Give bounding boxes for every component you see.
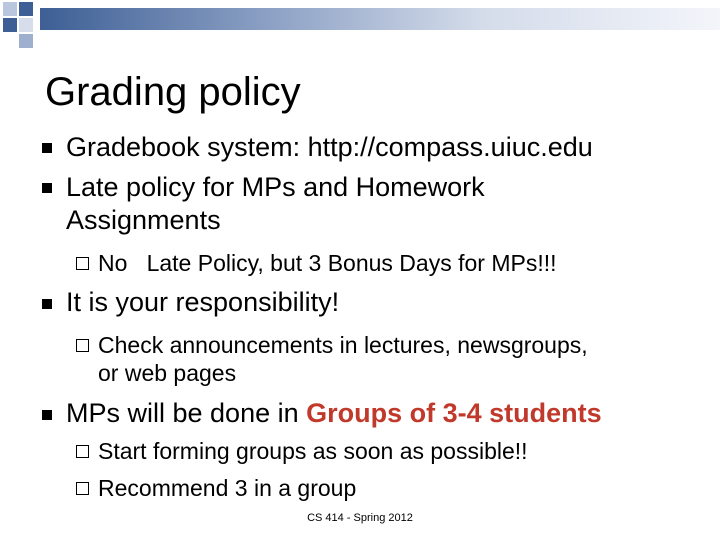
bullet-late-policy-line1: Late policy for MPs and Homework <box>66 172 485 202</box>
bullet-square-icon <box>42 410 52 420</box>
bullet-square-icon <box>42 183 52 193</box>
sub-bullet-box-icon <box>76 482 89 495</box>
decor-square <box>19 2 33 16</box>
sub-bullet-no-late-policy: No Late Policy, but 3 Bonus Days for MPs!!! <box>98 250 557 276</box>
sub-bullet-recommend: Recommend 3 in a group <box>98 475 357 501</box>
decor-square <box>19 34 33 48</box>
slide-footer: CS 414 - Spring 2012 <box>307 512 413 524</box>
bullet-responsibility: It is your responsibility! <box>66 287 340 317</box>
bullet-late-policy-line2: Assignments <box>66 205 221 235</box>
slide-title: Grading policy <box>45 70 301 114</box>
bullet-mp-groups <box>66 398 602 429</box>
bullet-mp-groups-emphasis: Groups of 3-4 students <box>306 398 602 428</box>
sub-bullet-box-icon <box>76 339 89 352</box>
decor-square <box>3 2 17 16</box>
bullet-square-icon <box>42 143 52 153</box>
bullet-gradebook: Gradebook system: http://compass.uiuc.edu <box>66 132 593 162</box>
sub-bullet-box-icon <box>76 445 89 458</box>
bullet-square-icon <box>42 299 52 309</box>
sub-bullet-check-announcements-line1: Check announcements in lectures, newsgroups, <box>98 332 588 358</box>
sub-bullet-start-forming: Start forming groups as soon as possible!! <box>98 438 528 464</box>
decor-square <box>19 18 33 32</box>
sub-bullet-check-announcements-line2: or web pages <box>98 360 237 386</box>
sub-bullet-box-icon <box>76 257 89 270</box>
bullet-mp-groups-plain: MPs will be done in <box>66 398 307 428</box>
banner-gradient-bar <box>40 8 720 30</box>
decor-square <box>3 18 17 32</box>
